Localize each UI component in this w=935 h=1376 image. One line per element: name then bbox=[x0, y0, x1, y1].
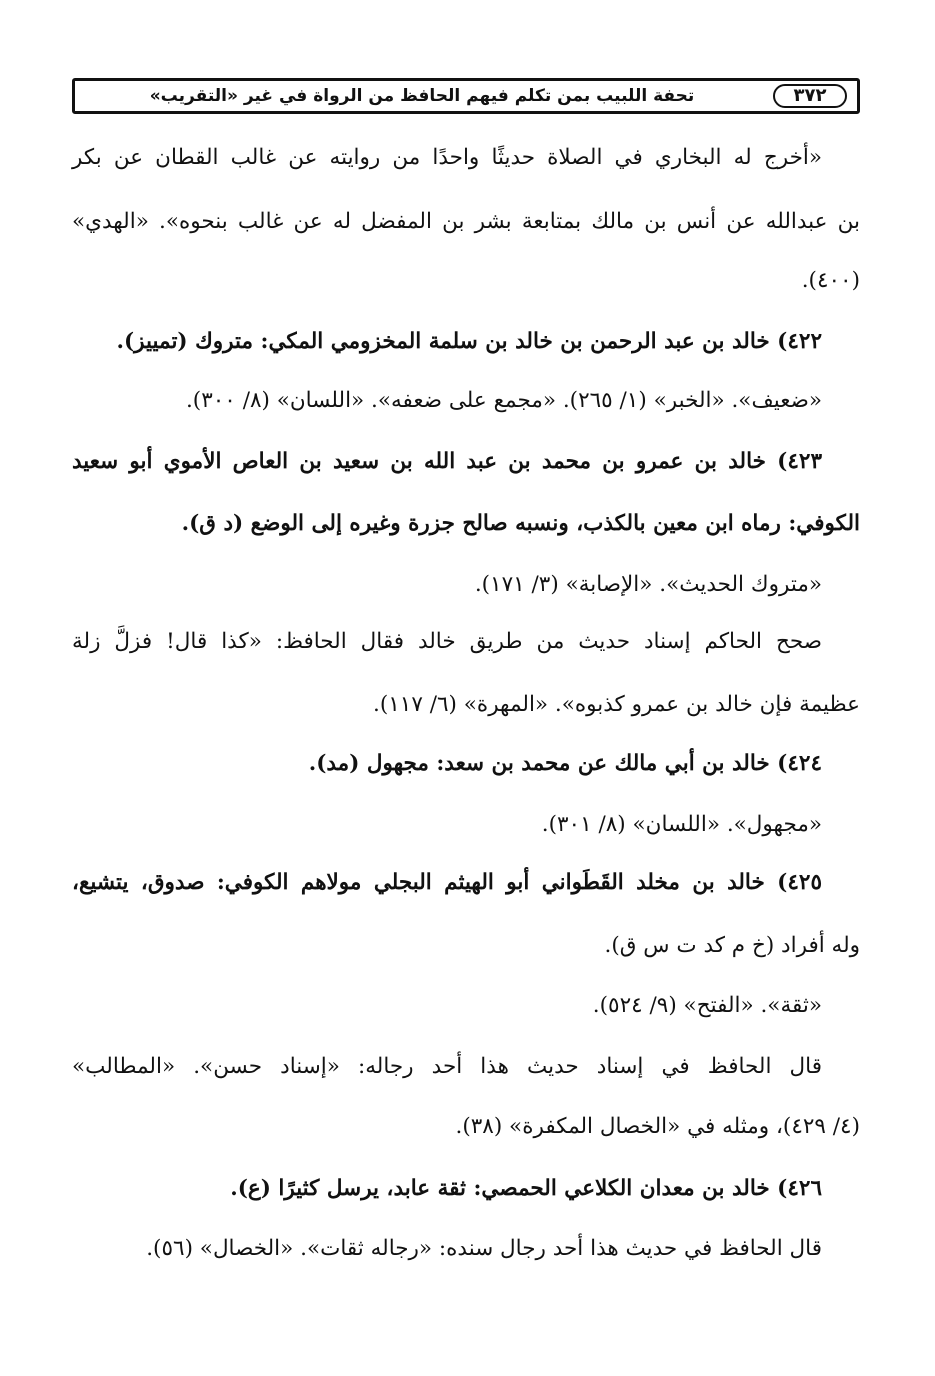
text-line: «ضعيف». «الخبر» (١/ ٢٦٥). «مجمع على ضعفه». «اللسان» (٨/ ٣٠٠). bbox=[185, 388, 822, 413]
entry-heading: ٤٢٢) خالد بن عبد الرحمن بن خالد بن سلمة المخزومي المكي: متروك (تمييز). bbox=[116, 329, 822, 354]
entry-heading: ٤٢٣) خالد بن عمرو بن محمد بن عبد الله بن سعيد بن العاص الأموي أبو سعيد bbox=[72, 449, 822, 474]
text-line: صحح الحاكم إسناد حديث من طريق خالد فقال الحافظ: «كذا قال! فزلَّ زلة bbox=[72, 629, 822, 654]
text-line: (٤/ ٤٢٩)، ومثله في «الخصال المكفرة» (٣٨). bbox=[455, 1114, 860, 1139]
text-line: «مجهول». «اللسان» (٨/ ٣٠١). bbox=[541, 812, 822, 837]
entry-heading: ٤٢٦) خالد بن معدان الكلاعي الحمصي: ثقة عابد، يرسل كثيرًا (ع). bbox=[230, 1176, 822, 1201]
text-line: (٤٠٠). bbox=[801, 268, 860, 293]
entry-heading: ٤٢٥) خالد بن مخلد القَطَواني أبو الهيثم البجلي مولاهم الكوفي: صدوق، يتشيع، bbox=[72, 870, 822, 895]
text-line: «ثقة». «الفتح» (٩/ ٥٢٤). bbox=[592, 993, 822, 1018]
text-line: وله أفراد (خ م كد ت س ق). bbox=[604, 933, 860, 958]
text-line: قال الحافظ في إسناد حديث هذا أحد رجاله: «إسناد حسن». «المطالب» bbox=[72, 1054, 822, 1079]
page-number: ٣٧٢ bbox=[773, 84, 847, 108]
text-line: «أخرج له البخاري في الصلاة حديثًا واحدًا من روايته عن غالب القطان عن بكر bbox=[72, 145, 822, 170]
text-line: عظيمة فإن خالد بن عمرو كذبوه». «المهرة» (٦/ ١١٧). bbox=[373, 692, 860, 717]
entry-heading: الكوفي: رماه ابن معين بالكذب، ونسبه صالح جزرة وغيره إلى الوضع (د ق). bbox=[181, 511, 860, 536]
running-header bbox=[72, 78, 860, 114]
header-title: تحفة اللبيب بمن تكلم فيهم الحافظ من الرواة في غير «التقريب» bbox=[149, 86, 695, 106]
text-line: «متروك الحديث». «الإصابة» (٣/ ١٧١). bbox=[474, 572, 822, 597]
entry-heading: ٤٢٤) خالد بن أبي مالك عن محمد بن سعد: مجهول (مد). bbox=[308, 751, 822, 776]
text-line: قال الحافظ في حديث هذا أحد رجال سنده: «رجاله ثقات». «الخصال» (٥٦). bbox=[146, 1236, 822, 1261]
text-line: بن عبدالله عن أنس بن مالك بمتابعة بشر بن المفضل له عن غالب بنحوه». «الهدي» bbox=[72, 209, 860, 234]
